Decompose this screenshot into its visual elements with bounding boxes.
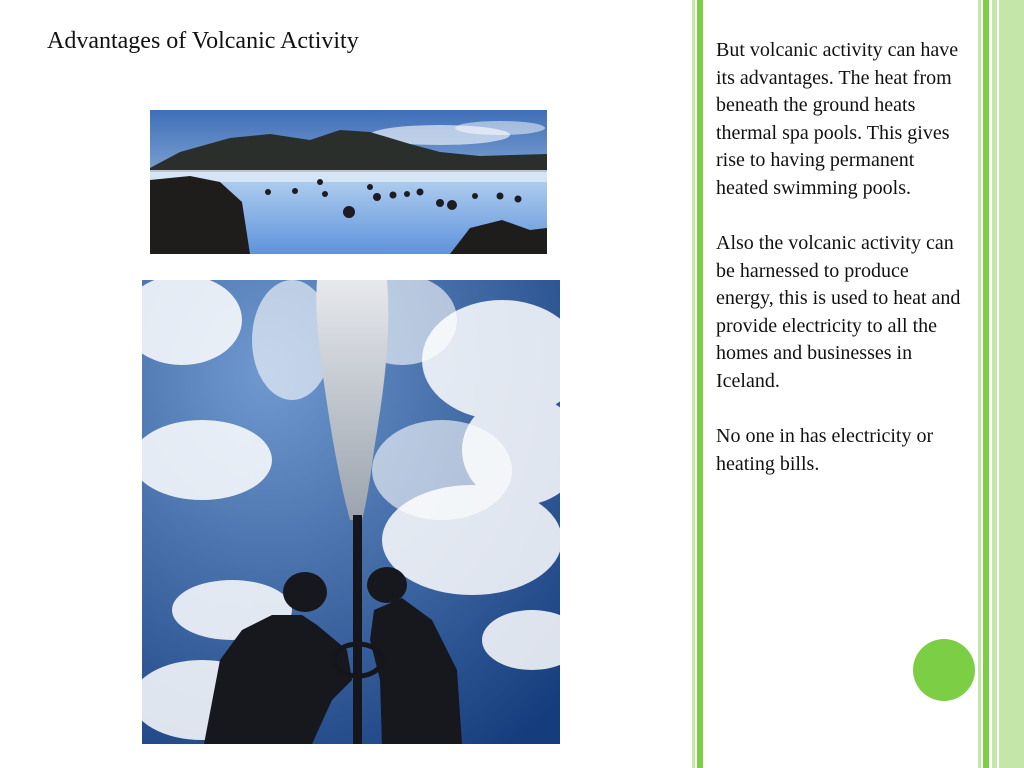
paragraph: But volcanic activity can have its advantages. The heat from beneath the ground heats thermal spa pools. This gives rise to having permanent heated swimming pools. (716, 39, 959, 199)
thermal-spa-photo (150, 110, 547, 254)
slide-title: Advantages of Volcanic Activity (47, 28, 359, 54)
accent-circle-icon (913, 639, 975, 701)
decorative-stripe (978, 0, 981, 768)
decorative-stripe (992, 0, 997, 768)
paragraph: No one in has electricity or heating bills. (716, 425, 934, 475)
paragraph: Also the volcanic activity can be harnessed to produce energy, this is used to heat and provide electricity to all the homes and businesses in Iceland. (716, 232, 961, 392)
geothermal-steam-photo (142, 280, 560, 744)
decorative-stripe (983, 0, 989, 768)
body-text (716, 37, 961, 506)
decorative-stripe (999, 0, 1024, 768)
decorative-stripe (692, 0, 695, 768)
decorative-stripe (697, 0, 703, 768)
